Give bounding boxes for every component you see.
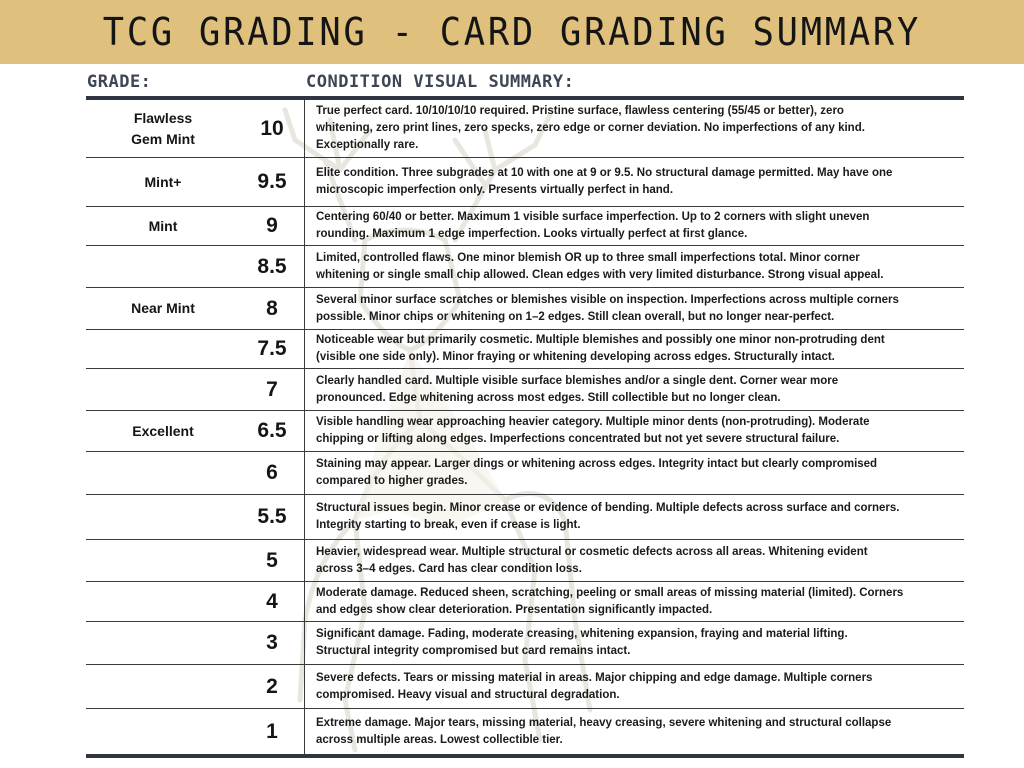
title-banner xyxy=(0,0,1024,64)
condition-label xyxy=(86,540,240,581)
grade-value: 6.5 xyxy=(240,411,305,451)
condition-label xyxy=(86,452,240,494)
grade-value: 5 xyxy=(240,540,305,581)
condition-description: Noticeable wear but primarily cosmetic. Multiple blemishes and possibly one minor non-protruding dent (visible one side only). Minor fraying or whitening developing across edges. Structurally intact. xyxy=(316,334,885,363)
condition-label: Flawless Gem Mint xyxy=(131,109,195,147)
table-row xyxy=(86,368,964,410)
page-title: TCG GRADING - CARD GRADING SUMMARY xyxy=(102,10,922,54)
table-row xyxy=(86,100,964,157)
condition-description: Centering 60/40 or better. Maximum 1 visible surface imperfection. Up to 2 corners with slight uneven rounding. Maximum 1 edge imperfection. Looks virtually perfect at first glance. xyxy=(316,211,870,240)
condition-description: True perfect card. 10/10/10/10 required. Pristine surface, flawless centering (55/45 or better), zero whitening, zero print lines, zero specks, zero edge or corner deviation. No imperfections of any kind. Exceptionally rare. xyxy=(316,105,865,151)
condition-description: Structural issues begin. Minor crease or evidence of bending. Multiple defects across surface and corners. Integrity starting to break, even if crease is light. xyxy=(316,502,900,531)
grade-value: 4 xyxy=(240,582,305,621)
condition-label xyxy=(86,246,240,287)
grade-value: 1 xyxy=(240,709,305,754)
condition-column-header: CONDITION VISUAL SUMMARY: xyxy=(306,72,575,92)
grade-value: 10 xyxy=(240,100,305,157)
grade-value: 9.5 xyxy=(240,158,305,206)
grade-value: 3 xyxy=(240,622,305,664)
table-row xyxy=(86,245,964,287)
table-row xyxy=(86,708,964,754)
table-row xyxy=(86,621,964,664)
condition-description: Moderate damage. Reduced sheen, scratching, peeling or small areas of missing material (limited). Corners and edges show clear deterioration. Presentation significantly impacted. xyxy=(316,586,904,616)
condition-description: Heavier, widespread wear. Multiple structural or cosmetic defects across all areas. Whitening evident across 3–4 edges. Card has clear condition loss. xyxy=(316,545,868,575)
table-row xyxy=(86,664,964,708)
grade-value: 8.5 xyxy=(240,246,305,287)
condition-description: Clearly handled card. Multiple visible surface blemishes and/or a single dent. Corner wear more pronounced. Edge whitening across most edges. Still collectible but no longer clean. xyxy=(316,374,839,404)
grade-value: 8 xyxy=(240,288,305,329)
grade-value: 5.5 xyxy=(240,495,305,539)
condition-label xyxy=(86,709,240,754)
condition-label xyxy=(86,622,240,664)
grade-column-header: GRADE: xyxy=(87,72,152,92)
table-row xyxy=(86,451,964,494)
condition-description: Visible handling wear approaching heavier category. Multiple minor dents (non-protruding). Moderate chipping or lifting along edges. Imperfections concentrated but not yet severe structural failure. xyxy=(316,416,870,445)
condition-label: Mint+ xyxy=(144,173,182,190)
condition-description: Elite condition. Three subgrades at 10 with one at 9 or 9.5. No structural damage permitted. May have one microscopic imperfection only. Presents virtually perfect in hand. xyxy=(316,167,893,196)
condition-label xyxy=(86,369,240,410)
table-row xyxy=(86,206,964,245)
condition-description: Extreme damage. Major tears, missing material, heavy creasing, severe whitening and structural collapse across multiple areas. Lowest collectible tier. xyxy=(316,716,892,746)
condition-description: Significant damage. Fading, moderate creasing, whitening expansion, fraying and material lifting. Structural integrity compromised but card remains intact. xyxy=(316,628,848,657)
condition-label: Near Mint xyxy=(131,300,195,316)
table-row xyxy=(86,581,964,621)
table-row xyxy=(86,539,964,581)
condition-label xyxy=(86,495,240,539)
condition-description: Severe defects. Tears or missing material in areas. Major chipping and edge damage. Multiple corners compromised. Heavy visual and structural degradation. xyxy=(316,671,873,701)
grade-value: 7.5 xyxy=(240,330,305,368)
grade-value: 9 xyxy=(240,207,305,245)
condition-description: Staining may appear. Larger dings or whitening across edges. Integrity intact but clearly compromised compared to higher grades. xyxy=(316,458,878,487)
condition-label xyxy=(86,582,240,621)
grade-value: 2 xyxy=(240,665,305,708)
grade-value: 6 xyxy=(240,452,305,494)
table-row xyxy=(86,329,964,368)
condition-label xyxy=(86,665,240,708)
condition-label: Excellent xyxy=(132,422,194,439)
condition-description: Limited, controlled flaws. One minor blemish OR up to three small imperfections total. Minor corner whitening or single small chip allowed. Clean edges with very limited disturbance. Strong visual appeal. xyxy=(316,251,884,281)
grade-value: 7 xyxy=(240,369,305,410)
table-row xyxy=(86,410,964,451)
table-row xyxy=(86,287,964,329)
condition-description: Several minor surface scratches or blemishes visible on inspection. Imperfections across multiple corners possible. Minor chips or whitening on 1–2 edges. Still clean overall, but no longer near-perfect. xyxy=(316,293,899,323)
condition-label xyxy=(86,330,240,368)
condition-label: Mint xyxy=(148,217,178,234)
grading-table xyxy=(86,96,964,758)
table-row xyxy=(86,494,964,539)
table-row xyxy=(86,157,964,206)
